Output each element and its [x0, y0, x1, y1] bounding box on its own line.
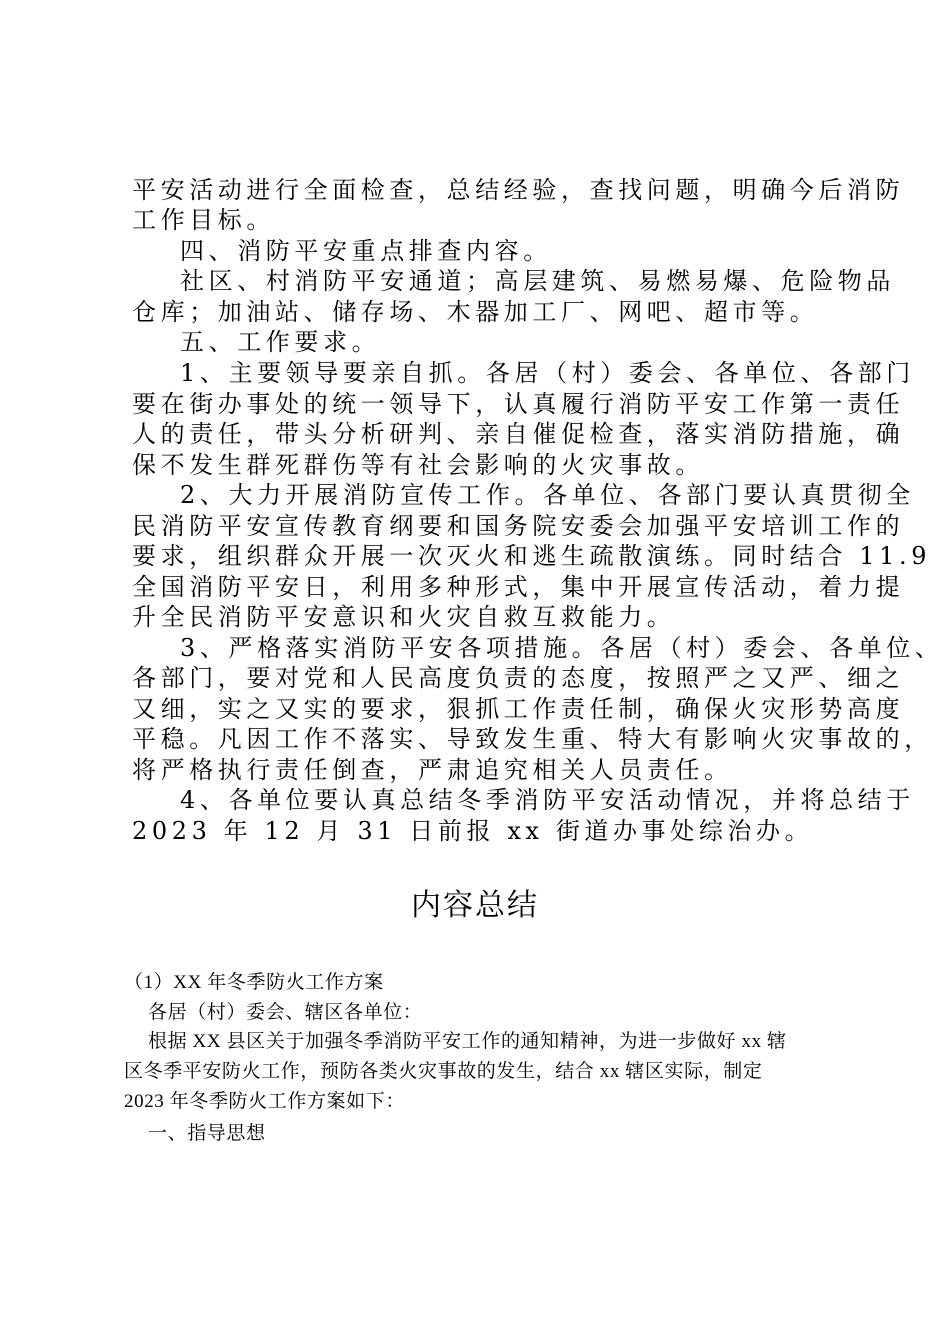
summary-line-6: 一、指导思想 [148, 1123, 266, 1144]
body-line-20: 将严格执行责任倒查，严肃追究相关人员责任。 [132, 756, 733, 784]
section-heading-5: 五、工作要求。 [180, 328, 381, 356]
body-line-4: 社区、村消防平安通道；高层建筑、易燃易爆、危险物品 [180, 267, 895, 295]
summary-line-5: 2023 年冬季防火工作方案如下： [124, 1091, 405, 1112]
summary-title: 内容总结 [411, 889, 539, 922]
body-line-11: 2、大力开展消防宣传工作。各单位、各部门要认真贯彻全 [180, 481, 915, 509]
body-line-7: 1、主要领导要亲自抓。各居（村）委会、各单位、各部门 [180, 359, 915, 387]
body-line-12: 民消防平安宣传教育纲要和国务院安委会加强平安培训工作的 [132, 512, 905, 540]
body-line-8: 要在街办事处的统一领导下，认真履行消防平安工作第一责任 [132, 390, 905, 418]
body-line-15: 升全民消防平安意识和火灾自救互救能力。 [132, 603, 676, 631]
section-heading-4: 四、消防平安重点排查内容。 [180, 237, 552, 265]
body-line-21: 4、各单位要认真总结冬季消防平安活动情况，并将总结于 [180, 786, 915, 814]
body-line-13: 要求，组织群众开展一次灭火和逃生疏散演练。同时结合 11.9 [132, 542, 932, 570]
summary-line-2: 各居（村）委会、辖区各单位： [148, 1002, 423, 1023]
summary-line-4: 区冬季平安防火工作，预防各类火灾事故的发生，结合 xx 辖区实际，制定 [124, 1061, 763, 1082]
body-line-9: 人的责任，带头分析研判、亲自催促检查，落实消防措施，确 [132, 420, 905, 448]
body-line-10: 保不发生群死群伤等有社会影响的火灾事故。 [132, 451, 704, 479]
body-line-14: 全国消防平安日，利用多种形式，集中开展宣传活动，着力提 [132, 573, 905, 601]
body-line-18: 又细，实之又实的要求，狠抓工作责任制，确保火灾形势高度 [132, 695, 905, 723]
body-line-2: 工作目标。 [132, 206, 275, 234]
body-line-1: 平安活动进行全面检查，总结经验，查找问题，明确今后消防 [132, 176, 905, 204]
body-line-17: 各部门，要对党和人民高度负责的态度，按照严之又严、细之 [132, 664, 905, 692]
body-line-5: 仓库；加油站、储存场、木器加工厂、网吧、超市等。 [132, 298, 819, 326]
summary-line-3: 根据 XX 县区关于加强冬季消防平安工作的通知精神，为进一步做好 xx 辖 [148, 1031, 787, 1052]
body-line-19: 平稳。凡因工作不落实、导致发生重、特大有影响火灾事故的， [132, 725, 933, 753]
body-line-16: 3、严格落实消防平安各项措施。各居（村）委会、各单位、 [180, 634, 944, 662]
summary-line-1: （1）XX 年冬季防火工作方案 [124, 972, 384, 993]
body-line-22: 2023 年 12 月 31 日前报 xx 街道办事处综治办。 [132, 817, 814, 845]
